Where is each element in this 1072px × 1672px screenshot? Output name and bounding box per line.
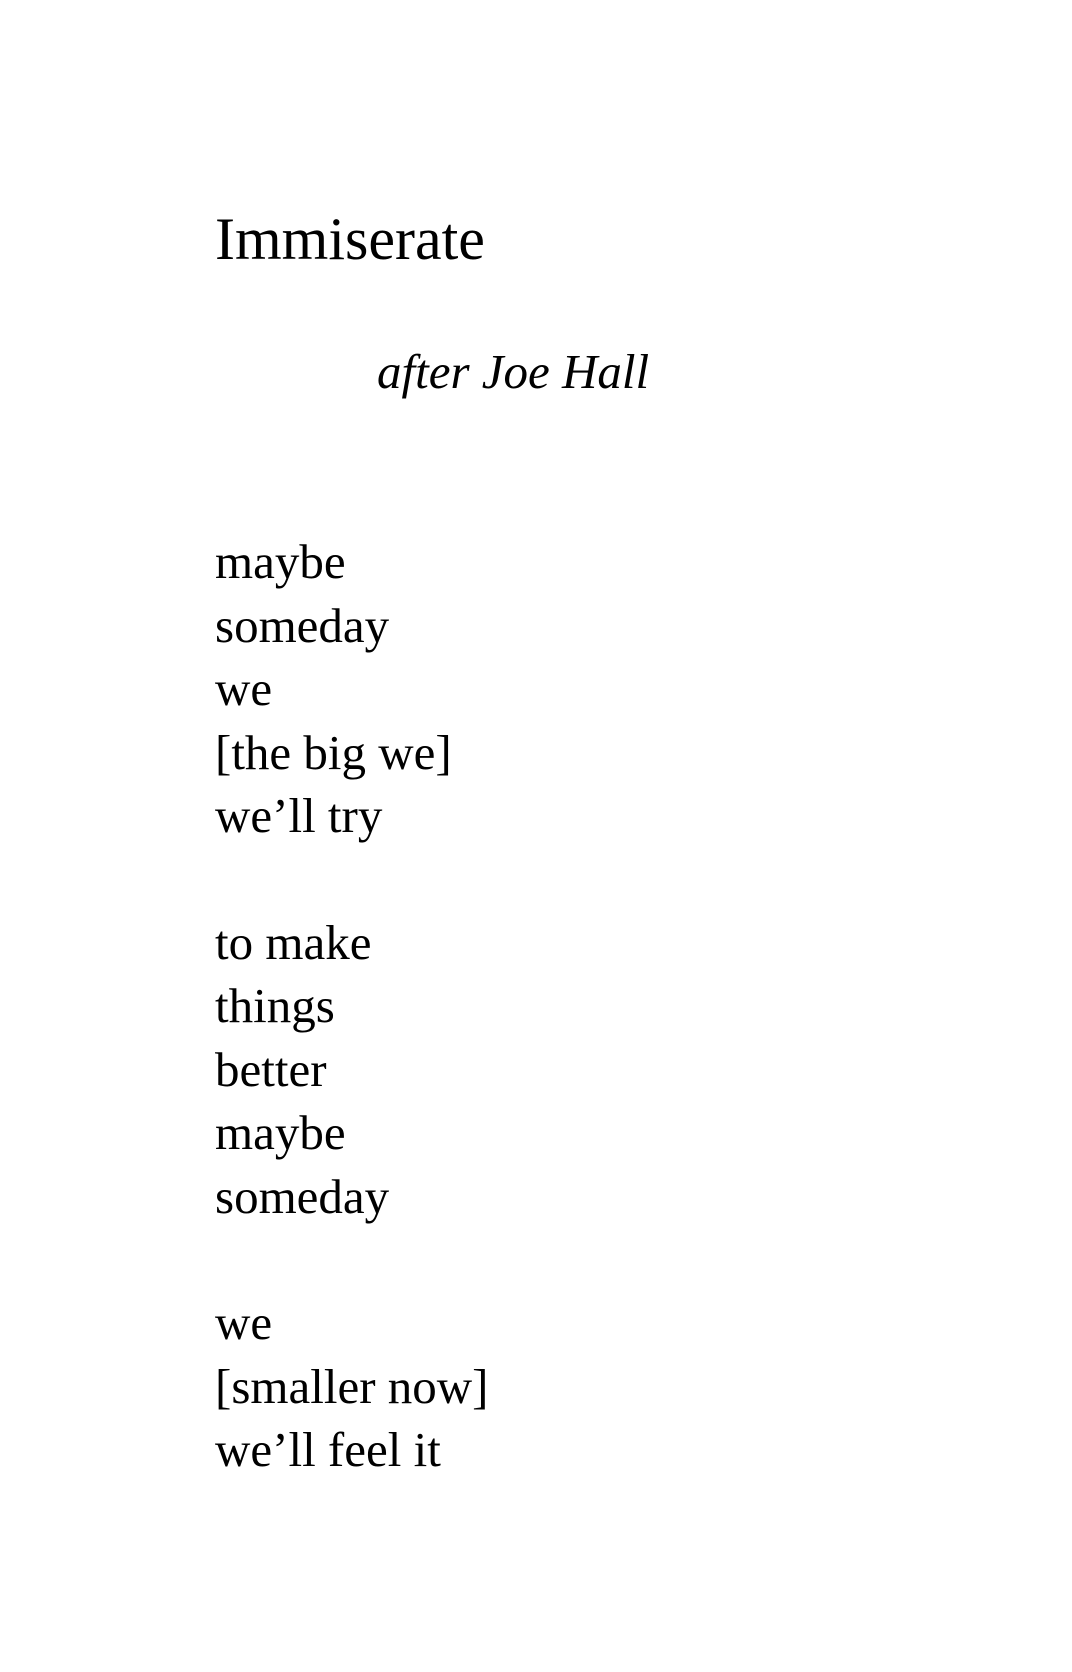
poem-line: we’ll try bbox=[215, 788, 383, 843]
poem-title: Immiserate bbox=[215, 206, 485, 272]
poem-line: better bbox=[215, 1041, 327, 1097]
poem-line: to make bbox=[215, 914, 372, 970]
poem-line: we’ll feel it bbox=[215, 1422, 441, 1477]
poem-line: maybe bbox=[215, 534, 346, 589]
poem-line: someday bbox=[215, 597, 390, 653]
poem-line: we bbox=[215, 1295, 273, 1350]
poem-line: we bbox=[215, 661, 273, 716]
poem-dedication: after Joe Hall bbox=[377, 344, 650, 399]
poem-line: [the big we] bbox=[215, 724, 452, 780]
stanza-3 bbox=[215, 1291, 489, 1482]
poem-line: someday bbox=[215, 1168, 390, 1224]
poem-body bbox=[215, 530, 489, 1545]
stanza-2 bbox=[215, 911, 489, 1229]
stanza-1 bbox=[215, 530, 489, 848]
poem-line: [smaller now] bbox=[215, 1358, 489, 1414]
poem-line: things bbox=[215, 978, 335, 1033]
poem-line: maybe bbox=[215, 1105, 346, 1160]
